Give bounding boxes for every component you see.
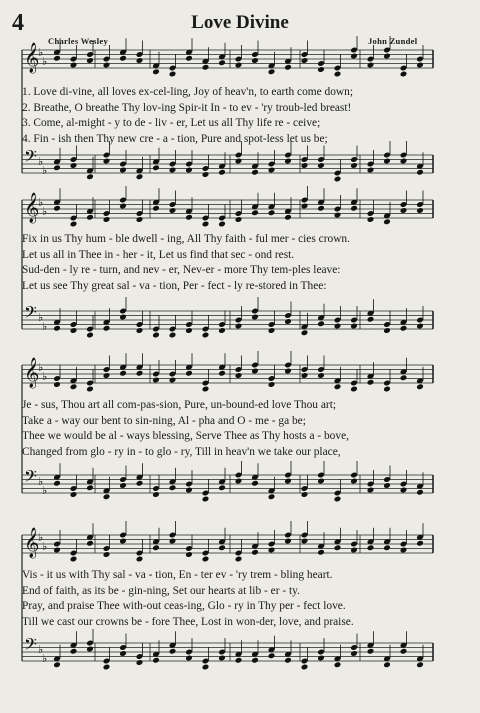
note-head	[367, 216, 375, 223]
flat-sign: ♭	[38, 644, 44, 656]
note-head	[53, 661, 61, 668]
note-head	[416, 489, 424, 496]
note-head	[202, 496, 210, 503]
note-head	[383, 482, 391, 489]
note-head	[86, 540, 94, 547]
note-head	[103, 664, 111, 671]
note-head	[416, 169, 424, 176]
hymn-title: Love Divine	[191, 12, 289, 33]
note-head	[383, 53, 391, 60]
note-head	[136, 57, 144, 64]
treble-clef: 𝄞	[24, 193, 40, 223]
lyric-line: Sud-den - ly re - turn, and nev - er, Nev-er - more Thy tem-ples leave:	[22, 264, 341, 276]
note-head	[103, 551, 111, 558]
note-head	[169, 167, 177, 174]
note-head	[251, 209, 259, 216]
flat-sign: ♭	[42, 321, 48, 333]
note-head	[301, 203, 309, 210]
note-head	[136, 480, 144, 487]
note-head	[284, 64, 292, 71]
page-number: 4	[12, 10, 24, 36]
note-head	[334, 71, 342, 78]
note-head	[284, 368, 292, 375]
note-head	[400, 325, 408, 332]
lyric-line: Vis - it us with Thy sal - va - tion, En - ter ev - 'ry trem - bling heart.	[22, 569, 333, 581]
note-head	[169, 71, 177, 78]
note-head	[334, 496, 342, 503]
note-head	[152, 491, 160, 498]
note-head	[251, 57, 259, 64]
flat-sign: ♭	[42, 165, 48, 177]
note-head	[119, 538, 127, 545]
note-head	[268, 327, 276, 334]
note-head	[70, 383, 78, 390]
note-head	[317, 478, 325, 485]
note-head	[383, 661, 391, 668]
note-head	[268, 381, 276, 388]
bass-clef: 𝄢	[24, 302, 37, 326]
note-head	[416, 661, 424, 668]
note-head	[400, 71, 408, 78]
note-head	[416, 323, 424, 330]
note-head	[367, 62, 375, 69]
bass-clef: 𝄢	[24, 466, 37, 490]
note-head	[367, 648, 375, 655]
note-head	[400, 158, 408, 165]
note-head	[185, 327, 193, 334]
note-head	[152, 544, 160, 551]
flat-sign: ♭	[42, 485, 48, 497]
note-head	[70, 327, 78, 334]
lyric-line: Let us all in Thee in - her - it, Let us find that sec - ond rest.	[22, 248, 295, 261]
note-head	[169, 484, 177, 491]
note-head	[334, 176, 342, 183]
note-head	[317, 162, 325, 169]
note-head	[103, 216, 111, 223]
note-head	[119, 167, 127, 174]
note-head	[185, 167, 193, 174]
note-head	[103, 158, 111, 165]
note-head	[317, 320, 325, 327]
note-head	[103, 372, 111, 379]
flat-sign: ♭	[42, 653, 48, 665]
note-head	[416, 62, 424, 69]
note-head	[334, 544, 342, 551]
note-head	[367, 544, 375, 551]
note-head	[53, 205, 61, 212]
note-head	[136, 327, 144, 334]
bass-clef: 𝄢	[24, 634, 37, 658]
note-head	[218, 370, 226, 377]
note-head	[235, 556, 243, 563]
note-head	[53, 164, 61, 171]
note-head	[103, 62, 111, 69]
note-head	[350, 53, 358, 60]
lyric-line: Let us see Thy great sal - va - tion, Per - fect - ly re-stored in Thee:	[22, 279, 327, 292]
note-head	[284, 657, 292, 664]
note-head	[268, 652, 276, 659]
flat-sign: ♭	[38, 532, 44, 544]
treble-clef: 𝄞	[24, 528, 40, 558]
note-head	[185, 214, 193, 221]
note-head	[152, 377, 160, 384]
note-head	[169, 648, 177, 655]
note-head	[169, 377, 177, 384]
note-head	[53, 547, 61, 554]
note-head	[218, 221, 226, 228]
note-head	[119, 314, 127, 321]
lyric-line: Je - sus, Thou art all com-pas-sion, Pure, un-bound-ed love Thou art;	[22, 399, 337, 411]
note-head	[251, 549, 259, 556]
lyric-line: Till we cast our crowns be - fore Thee, Lost in won-der, love, and praise.	[22, 615, 354, 628]
note-head	[86, 173, 94, 180]
note-head	[400, 207, 408, 214]
note-head	[70, 648, 78, 655]
note-head	[350, 162, 358, 169]
note-head	[136, 370, 144, 377]
note-head	[53, 480, 61, 487]
treble-clef: 𝄞	[24, 358, 40, 388]
note-head	[317, 372, 325, 379]
note-head	[70, 162, 78, 169]
note-head	[235, 478, 243, 485]
lyric-line: Pray, and praise Thee with-out ceas-ing, Glo - ry in Thy per - fect love.	[22, 600, 346, 612]
note-head	[103, 493, 111, 500]
note-head	[185, 655, 193, 662]
note-head	[202, 221, 210, 228]
note-head	[119, 650, 127, 657]
note-head	[218, 544, 226, 551]
note-head	[235, 372, 243, 379]
note-head	[350, 547, 358, 554]
note-head	[301, 538, 309, 545]
note-head	[70, 62, 78, 69]
note-head	[301, 329, 309, 336]
lyric-line: Fix in us Thy hum - ble dwell - ing, All Thy faith - ful mer - cies crown.	[22, 233, 350, 245]
note-head	[301, 162, 309, 169]
note-head	[301, 664, 309, 671]
words-credit: Charles Wesley	[48, 36, 108, 46]
note-head	[350, 205, 358, 212]
note-head	[367, 316, 375, 323]
note-head	[317, 549, 325, 556]
note-head	[268, 209, 276, 216]
note-head	[284, 478, 292, 485]
note-head	[416, 207, 424, 214]
note-head	[70, 221, 78, 228]
note-head	[334, 383, 342, 390]
note-head	[70, 556, 78, 563]
note-head	[350, 650, 358, 657]
flat-sign: ♭	[38, 156, 44, 168]
note-head	[202, 664, 210, 671]
lyric-line: 3. Come, al-might - y to de - liv - er, Let us all Thy life re - ceive;	[22, 117, 321, 129]
note-head	[152, 68, 160, 75]
note-head	[317, 66, 325, 73]
note-head	[284, 538, 292, 545]
note-head	[53, 325, 61, 332]
note-head	[185, 487, 193, 494]
note-head	[202, 556, 210, 563]
note-head	[218, 169, 226, 176]
note-head	[86, 386, 94, 393]
note-head	[383, 218, 391, 225]
note-head	[152, 332, 160, 339]
note-head	[334, 212, 342, 219]
treble-clef: 𝄞	[24, 43, 40, 73]
note-head	[202, 64, 210, 71]
note-head	[136, 216, 144, 223]
note-head	[317, 655, 325, 662]
note-head	[400, 374, 408, 381]
lyric-line: Changed from glo - ry in - to glo - ry, Till in heav'n we take our place,	[22, 445, 341, 458]
note-head	[350, 323, 358, 330]
music-credit: John Zundel	[368, 36, 418, 46]
note-head	[169, 538, 177, 545]
note-head	[400, 487, 408, 494]
flat-sign: ♭	[38, 476, 44, 488]
note-head	[383, 327, 391, 334]
note-head	[334, 323, 342, 330]
note-head	[350, 478, 358, 485]
note-head	[301, 372, 309, 379]
note-head	[53, 55, 61, 62]
note-head	[383, 386, 391, 393]
note-head	[218, 327, 226, 334]
note-head	[350, 386, 358, 393]
note-head	[416, 383, 424, 390]
flat-sign: ♭	[38, 197, 44, 209]
flat-sign: ♭	[42, 541, 48, 553]
note-head	[284, 158, 292, 165]
lyric-line: Take a - way our bent to sin-ning, Al - pha and O - me - ga be;	[22, 414, 306, 427]
note-head	[86, 646, 94, 653]
note-head	[119, 482, 127, 489]
note-head	[251, 480, 259, 487]
note-head	[334, 661, 342, 668]
note-head	[185, 551, 193, 558]
note-head	[136, 659, 144, 666]
note-head	[169, 207, 177, 214]
note-head	[251, 314, 259, 321]
note-head	[86, 214, 94, 221]
lyric-line: 2. Breathe, O breathe Thy lov-ing Spir-it In - to ev - 'ry troub-led breast!	[22, 101, 352, 114]
note-head	[152, 164, 160, 171]
note-head	[218, 59, 226, 66]
lyric-line: 1. Love di-vine, all loves ex-cel-ling, Joy of heav'n, to earth come down;	[22, 86, 354, 98]
note-head	[284, 318, 292, 325]
note-head	[367, 167, 375, 174]
note-head	[53, 381, 61, 388]
note-head	[268, 167, 276, 174]
note-head	[317, 205, 325, 212]
note-head	[416, 540, 424, 547]
note-head	[152, 657, 160, 664]
note-head	[383, 158, 391, 165]
note-head	[119, 370, 127, 377]
note-head	[251, 169, 259, 176]
note-head	[103, 325, 111, 332]
note-head	[70, 491, 78, 498]
note-head	[86, 484, 94, 491]
note-head	[218, 655, 226, 662]
note-head	[301, 57, 309, 64]
lyric-line: End of faith, as its be - gin-ning, Set our hearts at lib - er - ty.	[22, 584, 300, 597]
flat-sign: ♭	[42, 56, 48, 68]
note-head	[400, 648, 408, 655]
lyric-line: Thee we would be al - ways blessing, Serve Thee as Thy hosts a - bove,	[22, 430, 349, 442]
flat-sign: ♭	[38, 47, 44, 59]
flat-sign: ♭	[42, 371, 48, 383]
note-head	[119, 203, 127, 210]
note-head	[251, 657, 259, 664]
note-head	[383, 544, 391, 551]
flat-sign: ♭	[38, 312, 44, 324]
note-head	[185, 55, 193, 62]
bass-clef: 𝄢	[24, 146, 37, 170]
note-head	[202, 171, 210, 178]
note-head	[251, 368, 259, 375]
note-head	[235, 657, 243, 664]
note-head	[235, 323, 243, 330]
note-head	[367, 379, 375, 386]
note-head	[268, 547, 276, 554]
note-head	[284, 214, 292, 221]
note-head	[218, 484, 226, 491]
note-head	[136, 173, 144, 180]
flat-sign: ♭	[38, 362, 44, 374]
note-head	[400, 547, 408, 554]
note-head	[367, 487, 375, 494]
note-head	[235, 62, 243, 69]
note-head	[169, 332, 177, 339]
note-head	[152, 205, 160, 212]
lyric-line: 4. Fin - ish then Thy new cre - a - tion, Pure and spot-less let us be;	[22, 132, 328, 145]
note-head	[268, 493, 276, 500]
note-head	[86, 57, 94, 64]
note-head	[86, 332, 94, 339]
note-head	[301, 491, 309, 498]
note-head	[136, 556, 144, 563]
note-head	[235, 216, 243, 223]
note-head	[202, 332, 210, 339]
note-head	[119, 55, 127, 62]
note-head	[268, 68, 276, 75]
note-head	[202, 386, 210, 393]
flat-sign: ♭	[42, 206, 48, 218]
note-head	[235, 158, 243, 165]
note-head	[185, 370, 193, 377]
